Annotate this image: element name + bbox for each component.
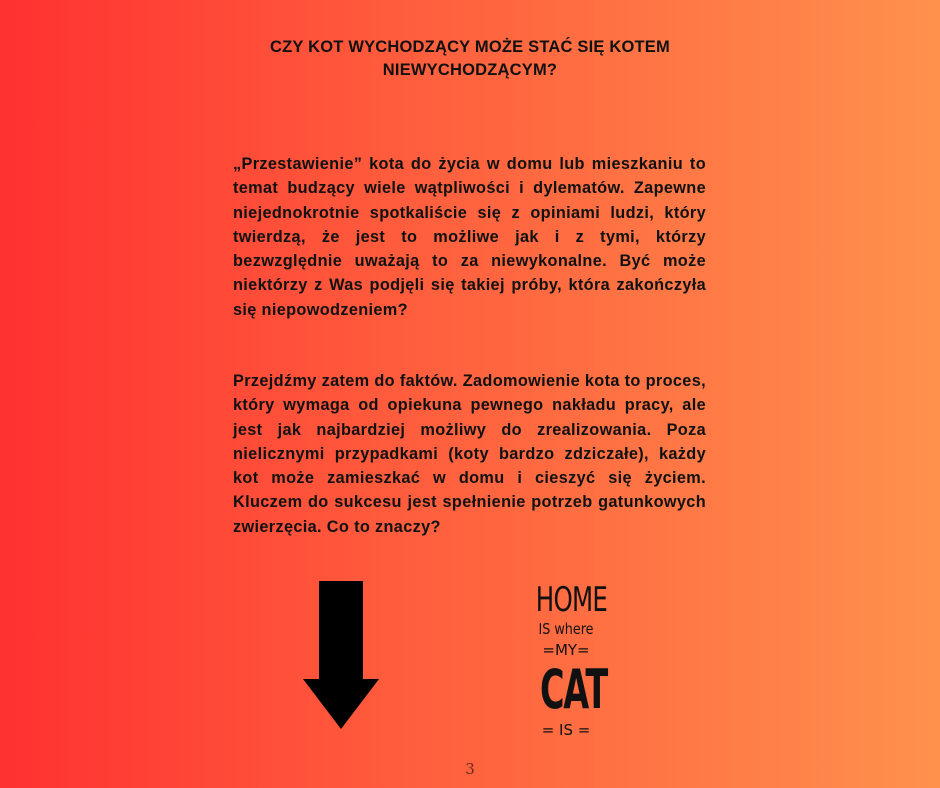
logo-is-text: = IS = xyxy=(541,721,591,739)
logo-home-text: HOME xyxy=(535,580,608,620)
down-arrow-icon xyxy=(300,579,382,731)
home-is-where-my-cat-is-logo xyxy=(524,580,608,742)
logo-cat-text: CAT xyxy=(539,658,607,721)
paragraph-facts: Przejdźmy zatem do faktów. Zadomowienie kota to proces, który wymaga od opiekuna pewnego nakładu pracy, ale jest jak najbardziej możliwy do zrealizowania. Poza nielicznymi przypadkami (koty bardzo zdziczałe), każdy kot może zamieszkać w domu i cieszyć się życiem. Kluczem do sukcesu jest spełnienie potrzeb gatunkowych zwierzęcia. Co to znaczy? xyxy=(233,372,706,536)
logo-is-where-text: IS where xyxy=(538,620,594,638)
page-number: 3 xyxy=(465,760,475,778)
logo-my-text: =MY= xyxy=(542,641,590,659)
page-title: CZY KOT WYCHODZĄCY MOŻE STAĆ SIĘ KOTEM NIEWYCHODZĄCYM? xyxy=(270,38,670,79)
paragraph-intro: „Przestawienie” kota do życia w domu lub mieszkaniu to temat budzący wiele wątpliwości i dylematów. Zapewne niejednokrotnie spotkaliście się z opiniami ludzi, który twierdzą, że jest to możliwe jak i z tymi, którzy bezwzględnie uważają to za niewykonalne. Być może niektórzy z Was podjęli się takiej próby, która zakończyła się niepowodzeniem? xyxy=(233,155,706,319)
